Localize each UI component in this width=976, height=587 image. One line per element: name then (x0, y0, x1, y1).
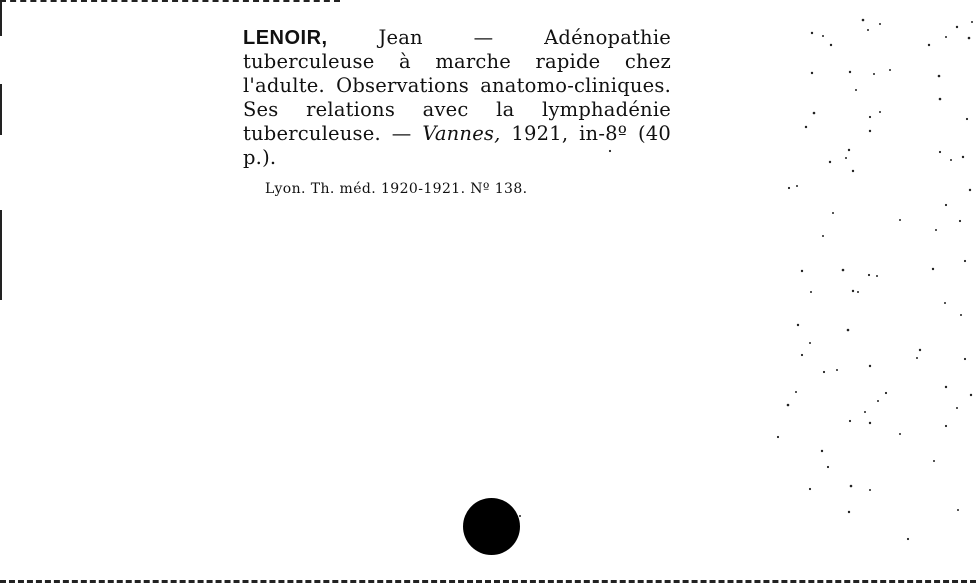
card-bottom-border (0, 580, 976, 583)
author-surname: LENOIR, (243, 27, 328, 49)
publication-year: 1921, (511, 122, 569, 145)
work-title: Adénopathie tuberculeuse à marche rapide chez l'adulte. Observations anatomo-cliniques. Ses relations avec la lymphadénie tuberculeuse. (243, 26, 671, 145)
format-pages: in-8º (40 p.). (243, 122, 671, 169)
title-dash: — (473, 26, 494, 49)
punch-hole (463, 498, 520, 555)
place-dash: — (391, 122, 412, 145)
thesis-note: Lyon. Th. méd. 1920-1921. Nº 138. (265, 181, 528, 197)
author-first-name: Jean (378, 26, 423, 49)
publication-place: Vannes, (422, 122, 501, 145)
